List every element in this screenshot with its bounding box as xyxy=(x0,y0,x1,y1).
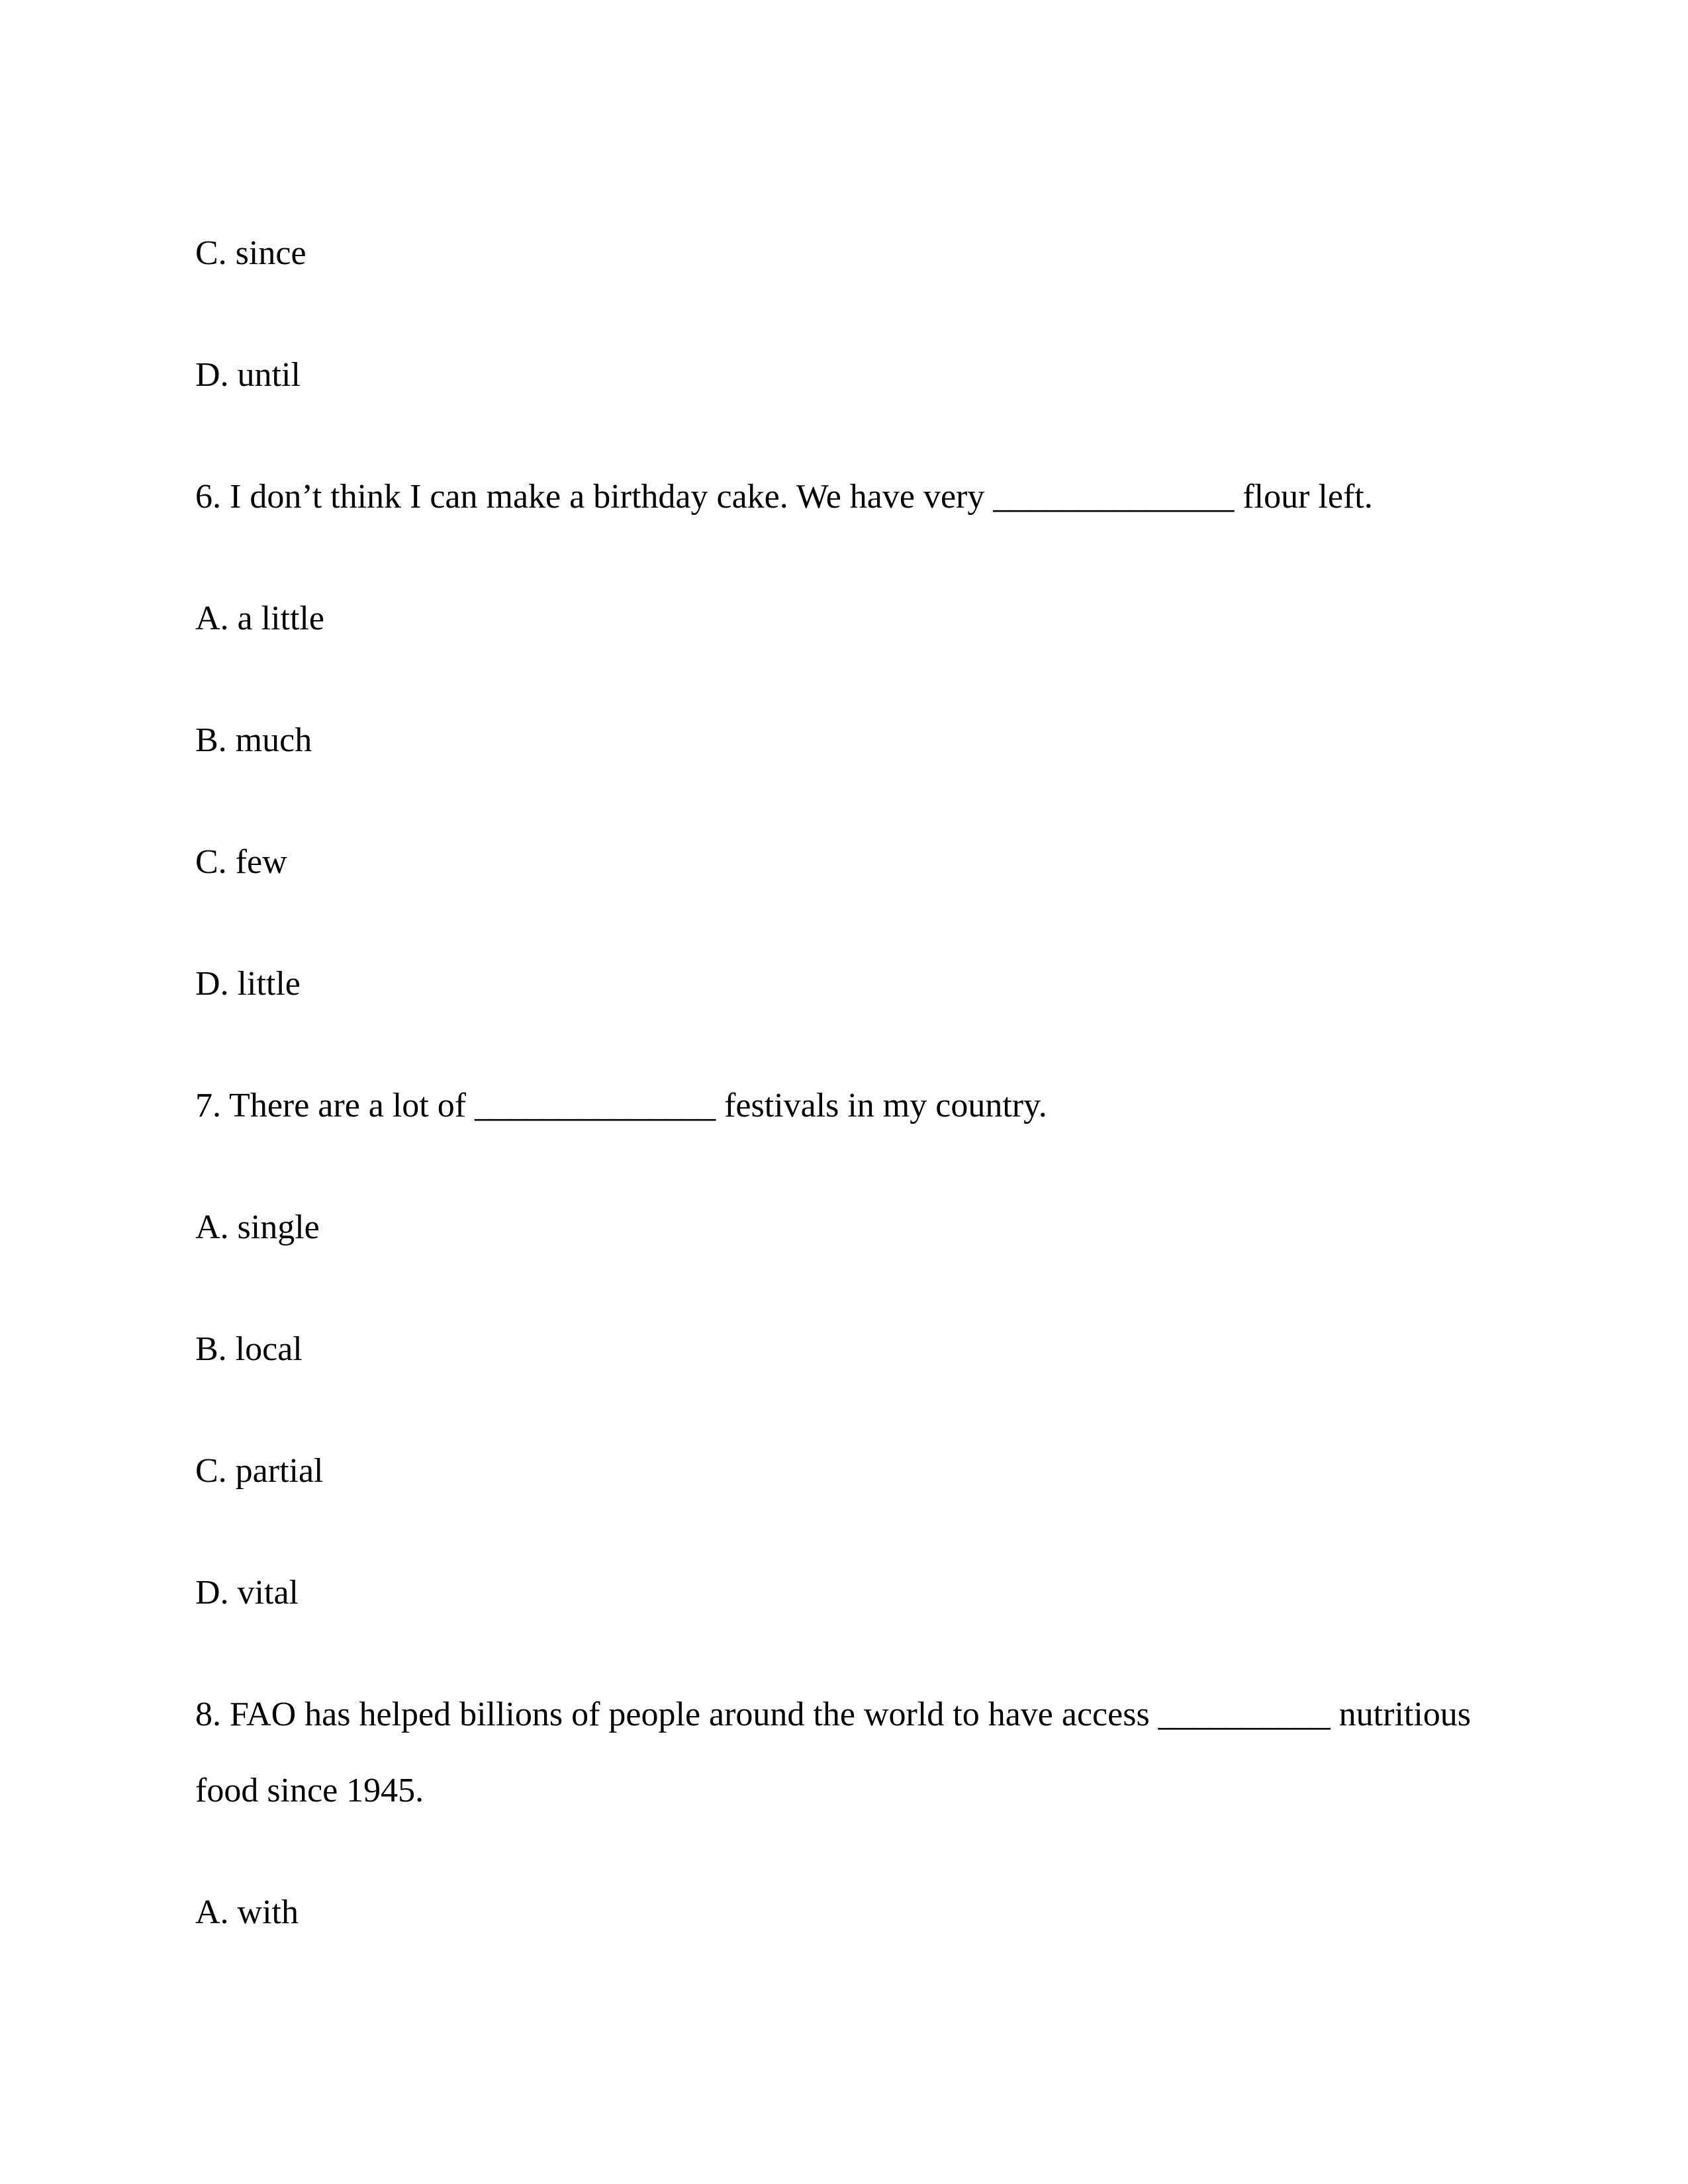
question-text: 7. There are a lot of ______________ festivals in my country. xyxy=(195,1087,1047,1124)
answer-option-text: B. local xyxy=(195,1330,303,1368)
test-content xyxy=(195,215,1529,1950)
answer-option-text: A. with xyxy=(195,1893,299,1931)
answer-option-text: B. much xyxy=(195,721,312,759)
answer-option-text: A. single xyxy=(195,1208,320,1246)
question-text: 6. I don’t think I can make a birthday cake. We have very ______________ flour left. xyxy=(195,478,1373,516)
answer-option-text: C. since xyxy=(195,234,306,272)
answer-option-text: D. vital xyxy=(195,1574,299,1612)
question-text: 8. FAO has helped billions of people around the world to have access __________ nutritious food since 1945. xyxy=(195,1696,1472,1809)
answer-option-text: C. partial xyxy=(195,1452,324,1490)
answer-option-text: C. few xyxy=(195,843,287,881)
answer-option-text: D. little xyxy=(195,965,301,1003)
answer-option-text: D. until xyxy=(195,356,301,394)
answer-option-text: A. a little xyxy=(195,600,324,637)
